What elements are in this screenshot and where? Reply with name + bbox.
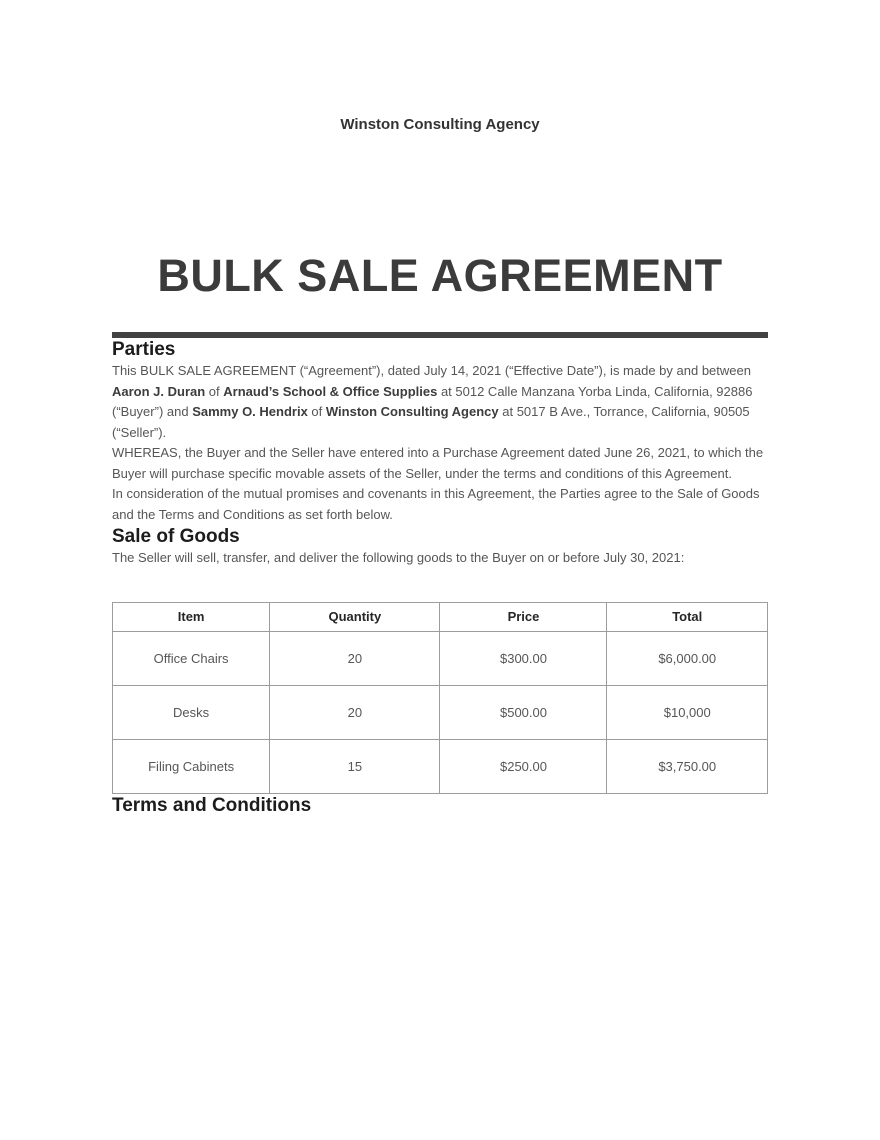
table-row [113, 739, 768, 793]
paragraph-whereas: WHEREAS, the Buyer and the Seller have entered into a Purchase Agreement dated June 26, 2021, to which the Buyer will purchase specific movable assets of the Seller, under the terms and conditions of this Agreement. [112, 445, 764, 481]
company-name: Winston Consulting Agency [340, 116, 540, 133]
cell-item: Desks [113, 685, 270, 739]
section-heading-terms: Terms and Conditions [112, 794, 312, 816]
paragraph-consideration: In consideration of the mutual promises and covenants in this Agreement, the Parties agree to the Sale of Goods and the Terms and Conditions as set forth below. [112, 486, 760, 522]
intro-text-1: This BULK SALE AGREEMENT (“Agreement”), dated July 14, 2021 (“Effective Date”), is made by and between [112, 363, 751, 378]
paragraph-goods-intro: The Seller will sell, transfer, and deliver the following goods to the Buyer on or before July 30, 2021: [112, 550, 685, 565]
intro-text-2: of [205, 383, 224, 399]
intro-text-5: at 5017 B Ave., Torrance, California, 90505 (“Seller”). [112, 404, 750, 440]
document-content [112, 252, 768, 817]
buyer-company: Arnaud’s School & Office Supplies [223, 383, 438, 399]
section-heading-sale-of-goods: Sale of Goods [112, 526, 240, 547]
document-title: BULK SALE AGREEMENT [157, 250, 723, 301]
intro-text-4: of [307, 404, 326, 419]
cell-price: $300.00 [440, 631, 607, 685]
intro-text-3: at 5012 Calle Manzana Yorba Linda, California, 92886 (“Buyer”) and [112, 383, 753, 419]
section-heading-parties: Parties [112, 339, 176, 360]
cell-item: Office Chairs [113, 631, 270, 685]
paragraph-agreement-intro [112, 361, 768, 443]
table-row [113, 685, 768, 739]
cell-price: $500.00 [440, 685, 607, 739]
goods-table-header-row [113, 602, 768, 631]
cell-total: $6,000.00 [607, 631, 768, 685]
column-header-price: Price [440, 602, 607, 631]
seller-company: Winston Consulting Agency [325, 404, 499, 419]
cell-total: $3,750.00 [607, 739, 768, 793]
seller-name: Sammy O. Hendrix [192, 404, 308, 419]
cell-price: $250.00 [440, 739, 607, 793]
cell-quantity: 15 [270, 739, 440, 793]
column-header-quantity: Quantity [270, 602, 440, 631]
column-header-total: Total [607, 602, 768, 631]
goods-table [112, 602, 768, 794]
cell-item: Filing Cabinets [113, 739, 270, 793]
cell-total: $10,000 [607, 685, 768, 739]
table-row [113, 631, 768, 685]
cell-quantity: 20 [270, 685, 440, 739]
column-header-item: Item [113, 602, 270, 631]
cell-quantity: 20 [270, 631, 440, 685]
buyer-name: Aaron J. Duran [112, 383, 206, 399]
